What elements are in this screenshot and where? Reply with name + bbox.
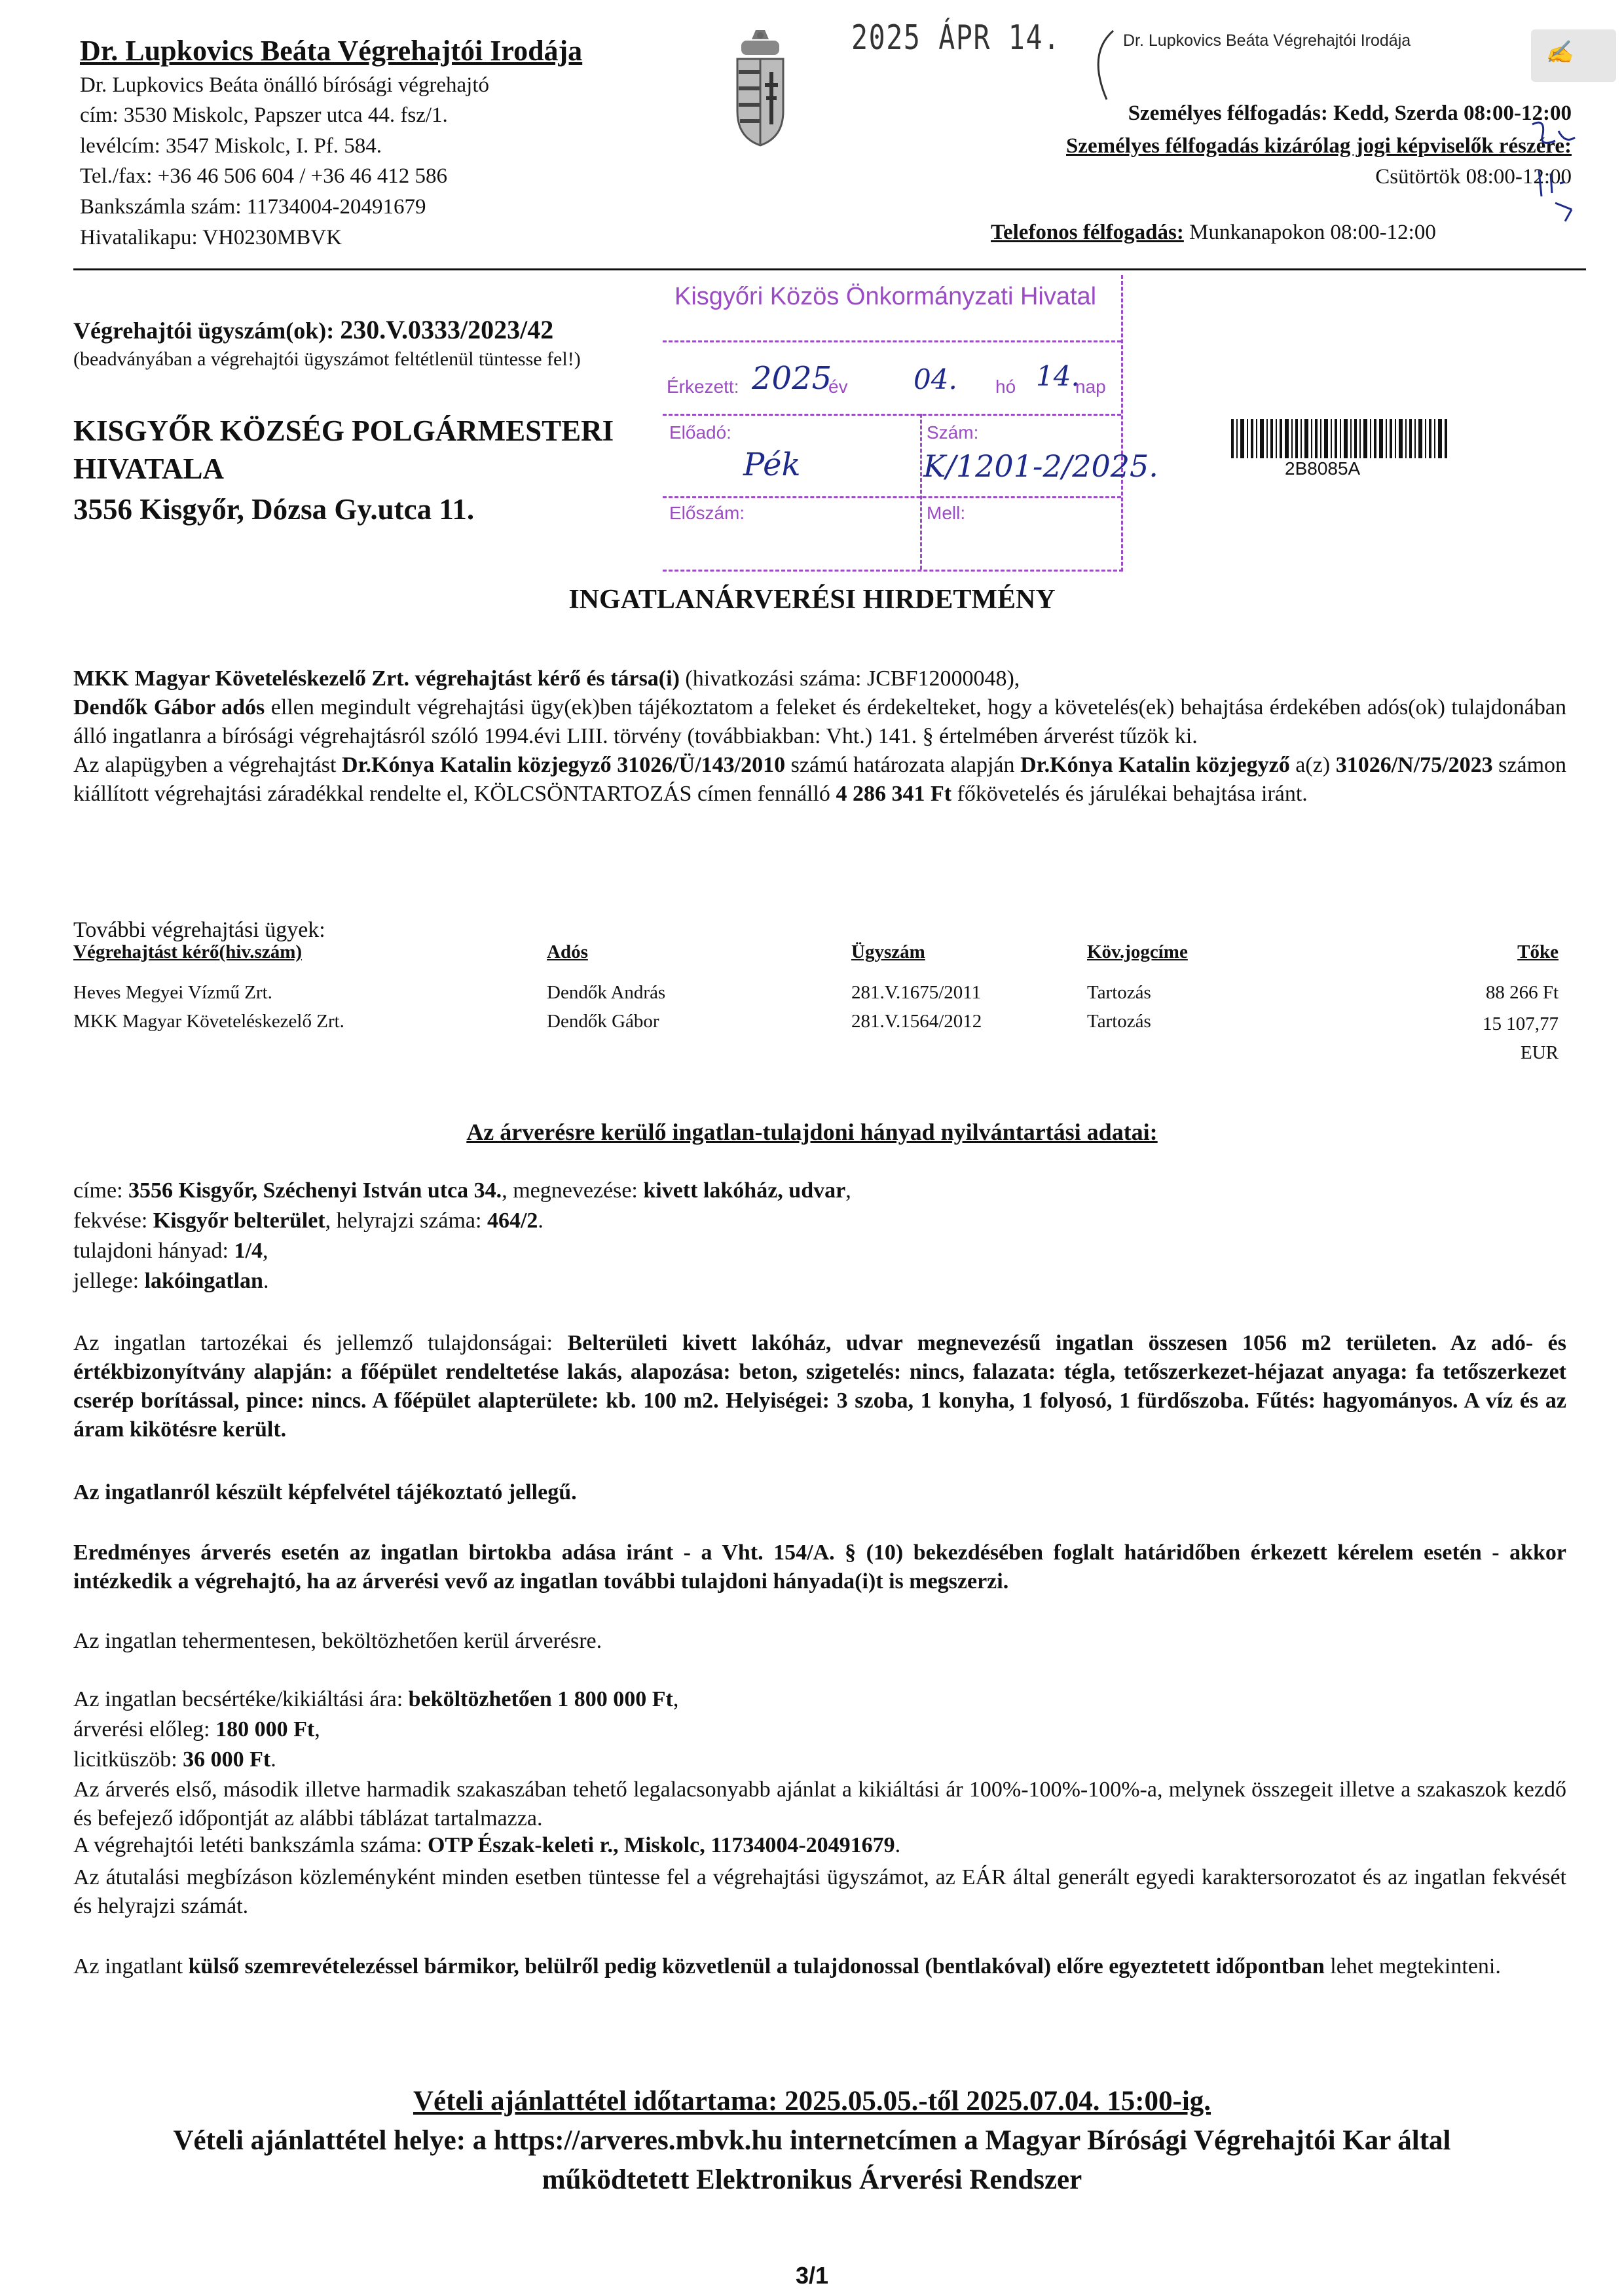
intro-text: főkövetelés és járulékai behajtása iránt. bbox=[951, 782, 1308, 806]
phone-hours: Munkanapokon 08:00-12:00 bbox=[1183, 221, 1436, 244]
office-line: Hivatalikapu: VH0230MBVK bbox=[80, 226, 342, 249]
case-label: Végrehajtói ügyszám(ok): bbox=[73, 318, 341, 344]
document-title: INGATLANÁRVERÉSI HIRDETMÉNY bbox=[568, 585, 1056, 615]
stamp-divider bbox=[663, 340, 1121, 342]
property-lot-number: 464/2 bbox=[487, 1209, 538, 1233]
bracket-mark-icon bbox=[1074, 27, 1153, 106]
office-name: Dr. Lupkovics Beáta Végrehajtói Irodája bbox=[80, 35, 583, 67]
stamp-month: 04. bbox=[913, 363, 957, 395]
notary-decision: Dr.Kónya Katalin közjegyző 31026/Ü/143/2010 bbox=[342, 753, 786, 777]
addressee-line: KISGYŐR KÖZSÉG POLGÁRMESTERI bbox=[73, 414, 614, 447]
reception-thursday: Csütörtök 08:00-12:00 bbox=[1375, 165, 1572, 189]
office-line: cím: 3530 Miskolc, Papszer utca 44. fsz/1. bbox=[80, 103, 448, 127]
clause-number: 31026/N/75/2023 bbox=[1335, 753, 1493, 777]
table-cell: Tartozás bbox=[1087, 982, 1151, 1003]
office-line: Tel./fax: +36 46 506 604 / +36 46 412 586 bbox=[80, 164, 448, 188]
table-cell: Dendők Gábor bbox=[547, 1011, 659, 1032]
barcode-text: 2B8085A bbox=[1285, 458, 1361, 479]
stamp-title: Kisgyőri Közös Önkormányzati Hivatal bbox=[674, 283, 1097, 310]
starting-price: beköltözhetően 1 800 000 Ft bbox=[408, 1687, 673, 1711]
column-header: Ügyszám bbox=[851, 941, 925, 962]
bid-increment-line: licitküszöb: 36 000 Ft. bbox=[73, 1747, 276, 1772]
stamp-szam-label: Szám: bbox=[927, 422, 979, 443]
table-cell: Dendők András bbox=[547, 982, 666, 1003]
property-description: Az ingatlan tartozékai és jellemző tulajdonságai: Belterületi kivett lakóház, udvar megnevezésű ingatlan összesen 1056 m2 területen. Az adó- és értékbizonyítvány alapján: a főépület rendeltetése lakás, alapozása: beton, szigetelés: nincs, falazata: tégla, tetőszerkezet-héjazat anyaga: fa tetőszerkezet cserép borítással, pince: nincs. A főépület alapterülete: kb. 100 m2. Helyiségei: 3 szoba, 1 konyha, 1 folyosó, 1 fürdőszoba. Fűtés: hagyományos. A víz és az áram kikötésre került. bbox=[73, 1331, 1567, 1442]
property-type-line: jellege: lakóingatlan. bbox=[73, 1269, 269, 1293]
case-note: (beadványában a végrehajtói ügyszámot feltétlenül tüntesse fel!) bbox=[73, 348, 581, 370]
stamp-eloado-value: Pék bbox=[743, 446, 801, 483]
reception-hours: Személyes félfogadás: Kedd, Szerda 08:00-12:00 bbox=[1128, 101, 1572, 125]
auction-deposit: 180 000 Ft bbox=[215, 1717, 315, 1741]
property-location: Kisgyőr belterület bbox=[153, 1209, 325, 1233]
intro-text: Az alapügyben a végrehajtást bbox=[73, 753, 342, 777]
case-number: 230.V.0333/2023/42 bbox=[340, 315, 554, 344]
stamp-month-label: hó bbox=[995, 376, 1016, 397]
auction-stages-note: Az árverés első, második illetve harmadik szakaszában tehető legalacsonyabb ajánlat a kikiáltási ár 100%-100%-100%-a, melynek összegeit illetve a szakaszok kezdő és befejező időpontját az alábbi táblázat tartalmazza. bbox=[73, 1777, 1566, 1831]
stamp-year-label: év bbox=[828, 376, 848, 397]
table-cell: 281.V.1564/2012 bbox=[851, 1011, 982, 1032]
intro-text: a(z) bbox=[1289, 753, 1336, 777]
intro-text: számú határozata alapján bbox=[785, 753, 1021, 777]
property-share: 1/4 bbox=[234, 1239, 263, 1263]
reception-lawyers: Személyes félfogadás kizárólag jogi képviselők részére: bbox=[1066, 134, 1572, 158]
creditor-ref: (hivatkozási száma: JCBF12000048), bbox=[679, 666, 1020, 691]
deposit-line: árverési előleg: 180 000 Ft, bbox=[73, 1717, 320, 1741]
office-line: Dr. Lupkovics Beáta önálló bírósági végrehajtó bbox=[80, 73, 490, 97]
debtor-name: Dendők Gábor adós bbox=[73, 695, 265, 720]
table-cell: MKK Magyar Követeléskezelő Zrt. bbox=[73, 1011, 344, 1032]
property-type: lakóingatlan bbox=[144, 1269, 263, 1293]
property-address: 3556 Kisgyőr, Széchenyi István utca 34. bbox=[128, 1178, 502, 1203]
case-number-line bbox=[73, 314, 553, 345]
date-stamp: 2025 ÁPR 14. bbox=[851, 18, 1061, 58]
stamp-divider bbox=[920, 414, 922, 570]
addressee-line: HIVATALA bbox=[73, 452, 225, 485]
stamp-mell-label: Mell: bbox=[927, 503, 966, 523]
bank-account-line: A végrehajtói letéti bankszámla száma: OTP Észak-keleti r., Miskolc, 11734004-20491679. bbox=[73, 1833, 901, 1857]
intro-text: ellen megindult végrehajtási ügy(ek)ben tájékoztatom a feleket és érdekelteket, hogy a követelés(ek) behajtása érdekében adós(ok) tulajdonában álló ingatlanra a bírósági végrehajtásról szóló 1994.évi LIII. törvény (továbbiakban: Vht.) 141. § értelmében árverést tűzök ki. bbox=[73, 695, 1566, 748]
bid-increment: 36 000 Ft bbox=[183, 1747, 271, 1772]
viewing-note: Az ingatlant külső szemrevételezéssel bármikor, belülről pedig közvetlenül a tulajdonossal (bentlakóval) előre egyeztetett időpontban lehet megtekinteni. bbox=[73, 1954, 1501, 1978]
column-header: Végrehajtást kérő(hiv.szám) bbox=[73, 941, 303, 962]
coat-of-arms-icon bbox=[732, 26, 788, 151]
property-share-line: tulajdoni hányad: 1/4, bbox=[73, 1239, 268, 1263]
encumbrance-note: Az ingatlan tehermentesen, beköltözhetően kerül árverésre. bbox=[73, 1629, 602, 1653]
property-designation: kivett lakóház, udvar bbox=[643, 1178, 846, 1203]
currency-note: EUR bbox=[1521, 1042, 1559, 1063]
signature-stamp bbox=[1531, 29, 1616, 82]
table-cell: 15 107,77 bbox=[1483, 1013, 1559, 1034]
barcode-icon bbox=[1231, 419, 1447, 458]
stamp-year: 2025 bbox=[752, 360, 832, 397]
signature-icon: ✍ bbox=[1545, 39, 1574, 65]
stamp-day: 14. bbox=[1036, 360, 1080, 392]
bidding-period: Vételi ajánlattétel időtartama: 2025.05.05.-től 2025.07.04. 15:00-ig. bbox=[413, 2086, 1211, 2117]
price-line: Az ingatlan becsértéke/kikiáltási ára: beköltözhetően 1 800 000 Ft, bbox=[73, 1687, 679, 1711]
office-mini-stamp: Dr. Lupkovics Beáta Végrehajtói Irodája bbox=[1123, 31, 1411, 50]
page-number: 3/1 bbox=[795, 2262, 829, 2289]
creditor-name: MKK Magyar Követeléskezelő Zrt. végrehajtást kérő és társa(i) bbox=[73, 666, 680, 691]
handwritten-note-icon bbox=[1519, 111, 1585, 223]
column-header: Tőke bbox=[1517, 941, 1559, 962]
phone-reception bbox=[991, 221, 1436, 245]
transfer-note: Az átutalási megbízáson közleményként minden esetben tüntesse fel a végrehajtási ügyszámot, az EÁR által generált egyedi karaktersorozatot és az ingatlan fekvését és helyrajzi számát. bbox=[73, 1865, 1566, 1918]
principal-amount: 4 286 341 Ft bbox=[836, 782, 952, 806]
table-cell: Tartozás bbox=[1087, 1011, 1151, 1032]
property-address-line: címe: 3556 Kisgyőr, Széchenyi István utca 34., megnevezése: kivett lakóház, udvar, bbox=[73, 1178, 851, 1203]
property-location-line: fekvése: Kisgyőr belterület, helyrajzi száma: 464/2. bbox=[73, 1209, 544, 1233]
bidding-place: Vételi ajánlattétel helye: a https://arveres.mbvk.hu internetcímen a Magyar Bírósági Végrehajtói Kar által bbox=[173, 2125, 1451, 2156]
addressee-address: 3556 Kisgyőr, Dózsa Gy.utca 11. bbox=[73, 493, 475, 526]
notary-name: Dr.Kónya Katalin közjegyző bbox=[1020, 753, 1290, 777]
column-header: Köv.jogcíme bbox=[1087, 941, 1188, 962]
stamp-eloado-label: Előadó: bbox=[669, 422, 731, 443]
office-line: Bankszámla szám: 11734004-20491679 bbox=[80, 195, 426, 219]
registration-stamp bbox=[663, 275, 1123, 572]
stamp-eloszam-label: Előszám: bbox=[669, 503, 745, 523]
bank-account: OTP Észak-keleti r., Miskolc, 11734004-20491679 bbox=[427, 1833, 895, 1857]
table-cell: Heves Megyei Vízmű Zrt. bbox=[73, 982, 272, 1003]
photo-note: Az ingatlanról készült képfelvétel tájékoztató jellegű. bbox=[73, 1480, 577, 1504]
stamp-received-label: Érkezett: bbox=[667, 376, 739, 397]
property-section-title: Az árverésre kerülő ingatlan-tulajdoni hányad nyilvántartási adatai: bbox=[466, 1119, 1158, 1145]
other-cases-label: További végrehajtási ügyek: bbox=[73, 918, 325, 942]
bidding-system: működtetett Elektronikus Árverési Rendszer bbox=[542, 2164, 1082, 2195]
intro-text: számon kiállított végrehajtási záradékkal rendelte el, KÖLCSÖNTARTOZÁS címen fennálló bbox=[73, 753, 1567, 806]
table-cell: 281.V.1675/2011 bbox=[851, 982, 982, 1003]
header-divider bbox=[73, 268, 1586, 270]
table-cell: 88 266 Ft bbox=[1485, 982, 1559, 1003]
column-header: Adós bbox=[547, 941, 588, 962]
possession-note: Eredményes árverés esetén az ingatlan birtokba adása iránt - a Vht. 154/A. § (10) bekezdésében foglalt határidőben érkezett kérelem esetén - akkor intézkedik a végrehajtó, ha az árverési vevő az ingatlan további tulajdoni hányada(i)t is megszerzi. bbox=[73, 1540, 1566, 1594]
stamp-day-label: nap bbox=[1075, 376, 1106, 397]
phone-label: Telefonos félfogadás: bbox=[991, 221, 1184, 244]
stamp-szam-value: K/1201-2/2025. bbox=[923, 448, 1158, 484]
intro-paragraph bbox=[73, 665, 1566, 809]
stamp-divider bbox=[663, 414, 1121, 416]
stamp-divider bbox=[663, 496, 1121, 498]
office-line: levélcím: 3547 Miskolc, I. Pf. 584. bbox=[80, 134, 382, 158]
